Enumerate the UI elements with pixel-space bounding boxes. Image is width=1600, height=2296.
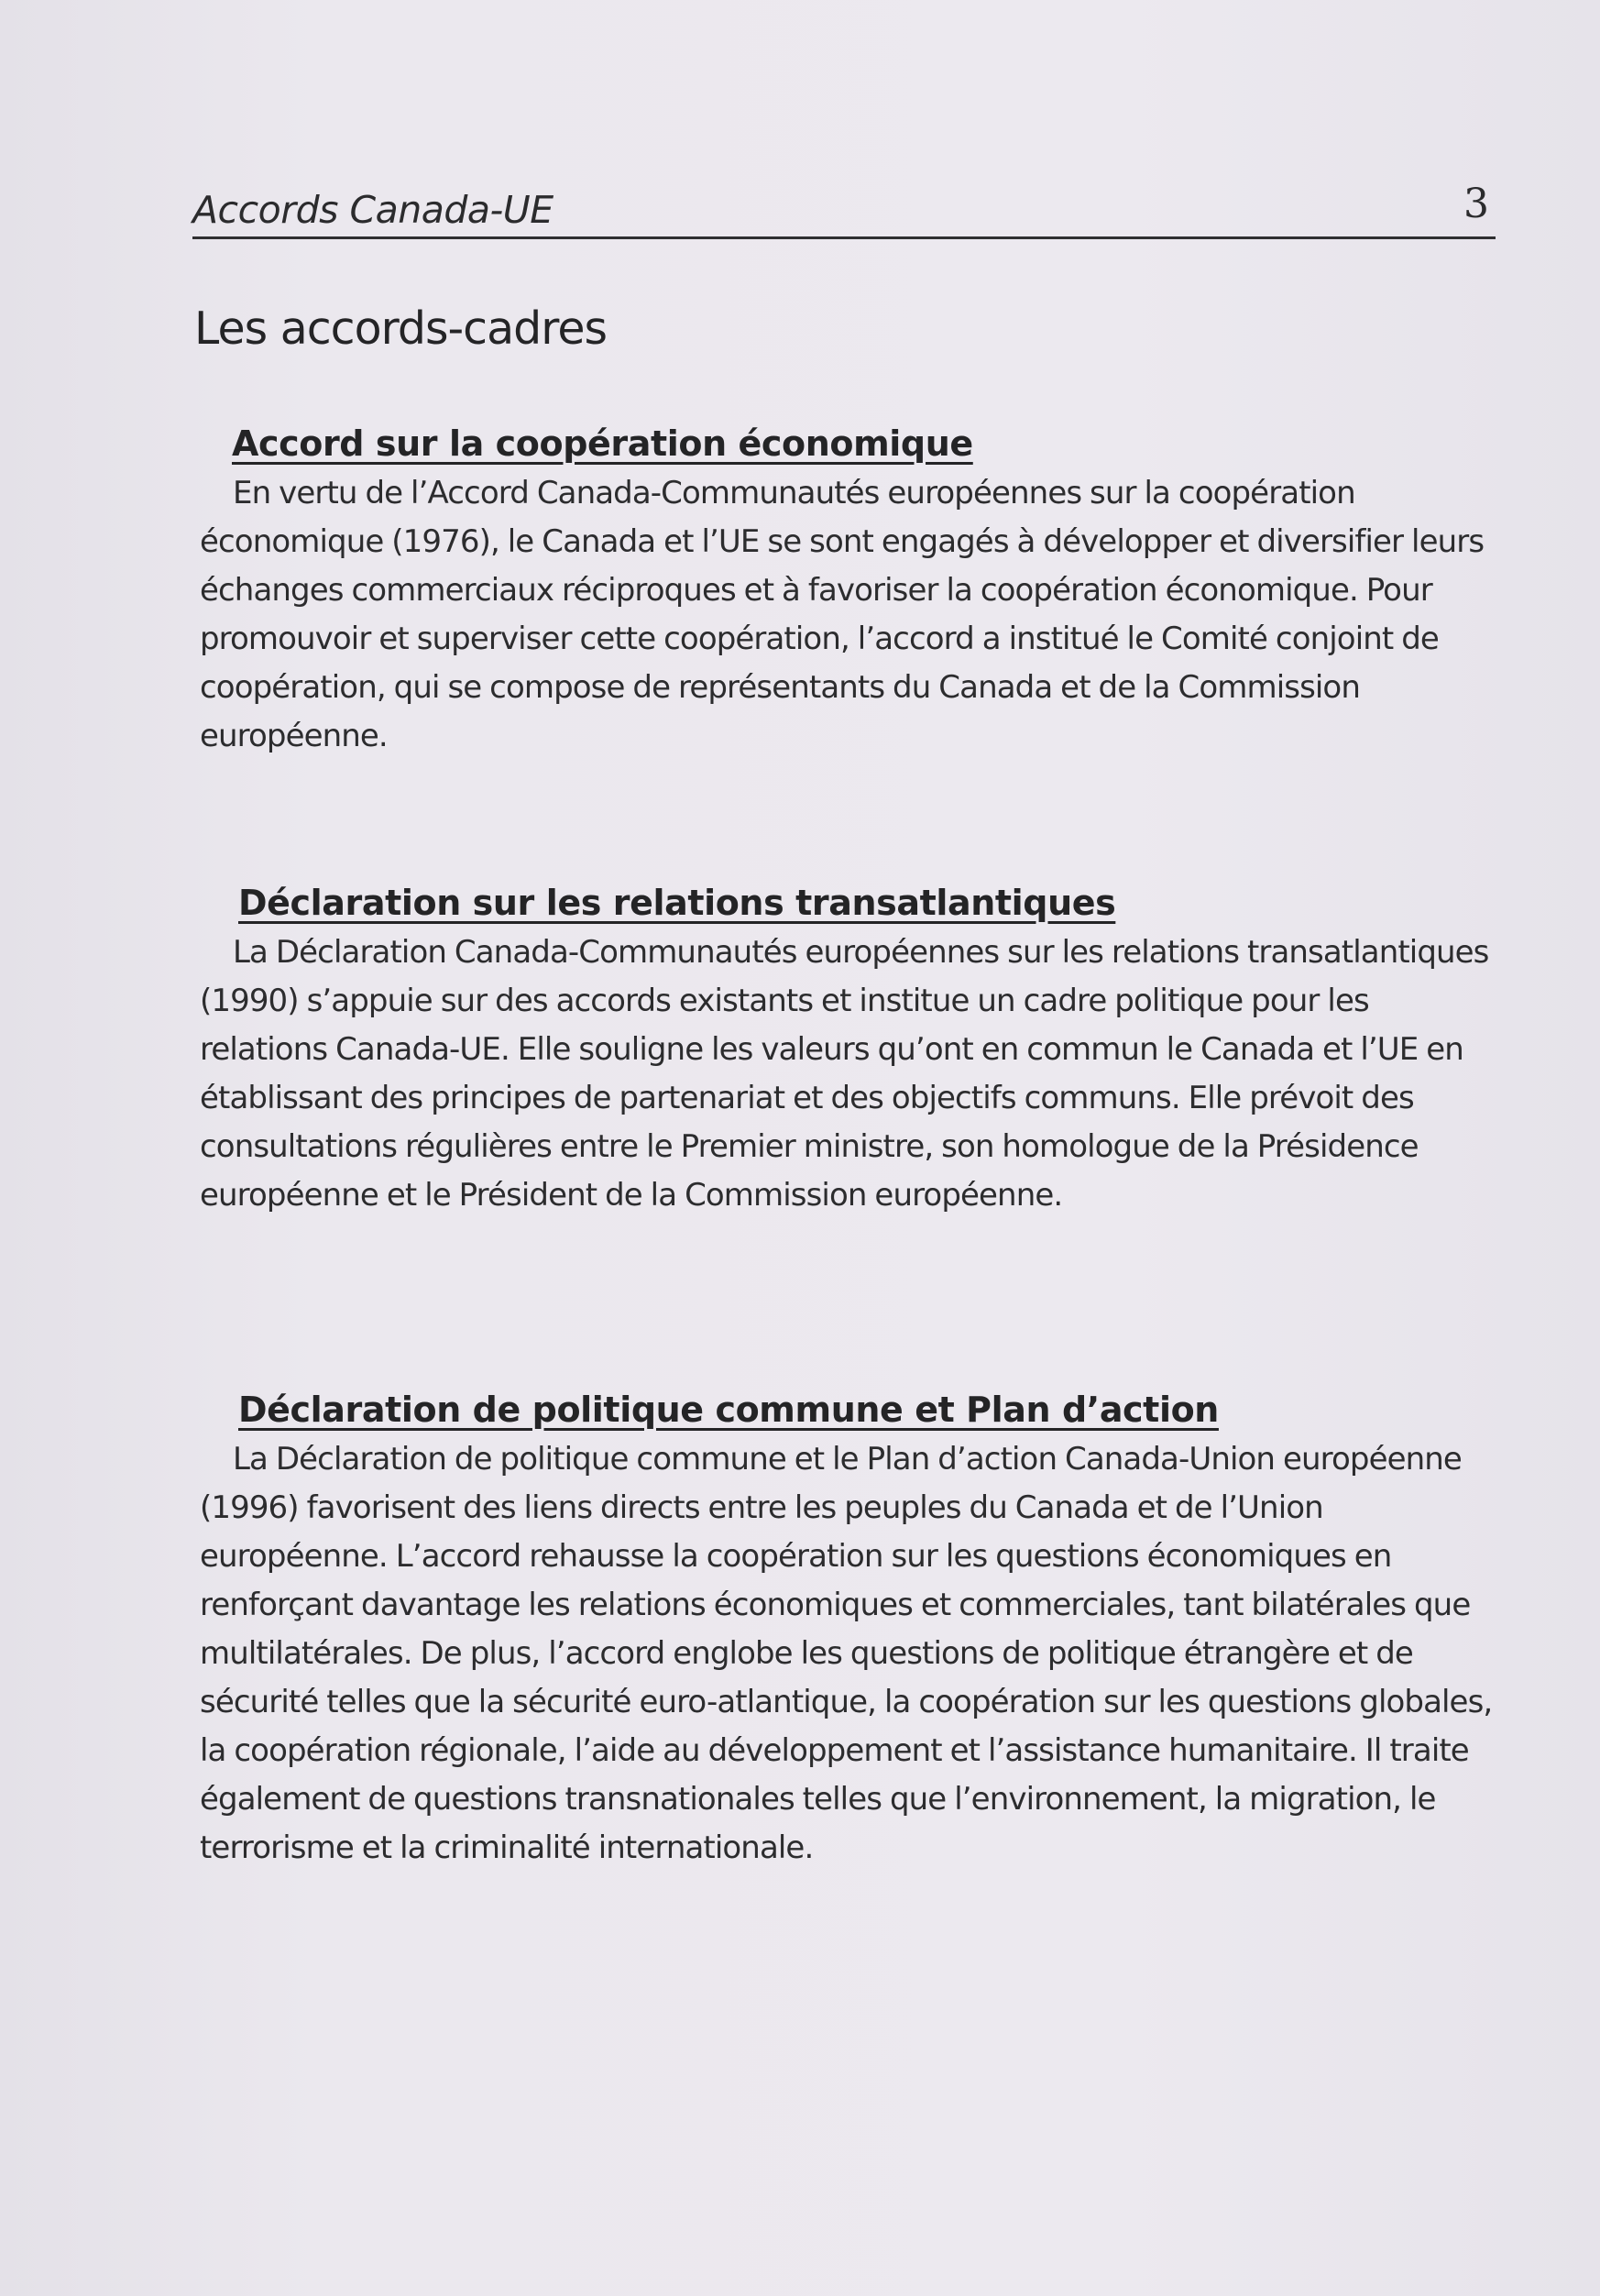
section-body: La Déclaration Canada-Communautés européennes sur les relations transatlantiques (1990) s’appuie sur des accords existants et institue un cadre politique pour les relations Canada-UE. Elle souligne les valeurs qu’ont en commun le Canada et l’UE en établissant des principes de partenariat et des objectifs communs. Elle prévoit des consultations régulières entre le Premier ministre, son homologue de la Présidence européenne et le Président de la Commission européenne. — [200, 934, 1489, 1214]
running-title: Accords Canada-UE — [192, 188, 553, 232]
section-heading: Déclaration de politique commune et Plan d’action — [238, 1390, 1219, 1430]
header-rule — [192, 236, 1496, 239]
section-economic-cooperation — [200, 423, 1501, 761]
section-heading: Accord sur la coopération économique — [232, 423, 973, 464]
running-header — [192, 181, 1498, 243]
section-body: En vertu de l’Accord Canada-Communautés européennes sur la coopération économique (1976), le Canada et l’UE se sont engagés à développer et diversifier leurs échanges commerciaux réciproques et à favoriser la coopération économique. Pour promouvoir et superviser cette coopération, l’accord a institué le Comité conjoint de coopération, qui se compose de représentants du Canada et de la Commission européenne. — [200, 475, 1485, 754]
page-number: 3 — [1463, 181, 1489, 227]
section-transatlantic-relations — [200, 883, 1501, 1220]
section-body: La Déclaration de politique commune et le Plan d’action Canada-Union européenne (1996) favorisent des liens directs entre les peuples du Canada et de l’Union européenne. L’accord rehausse la coopération sur les questions économiques en renforçant davantage les relations économiques et commerciales, tant bilatérales que multilatérales. De plus, l’accord englobe les questions de politique étrangère et de sécurité telles que la sécurité euro-atlantique, la coopération sur les questions globales, la coopération régionale, l’aide au développement et l’assistance humanitaire. Il traite également de questions transnationales telles que l’environnement, la migration, le terrorisme et la criminalité internationale. — [200, 1441, 1493, 1866]
section-joint-political-declaration — [200, 1390, 1501, 1873]
chapter-title: Les accords-cadres — [194, 302, 607, 355]
section-heading: Déclaration sur les relations transatlantiques — [238, 883, 1116, 923]
